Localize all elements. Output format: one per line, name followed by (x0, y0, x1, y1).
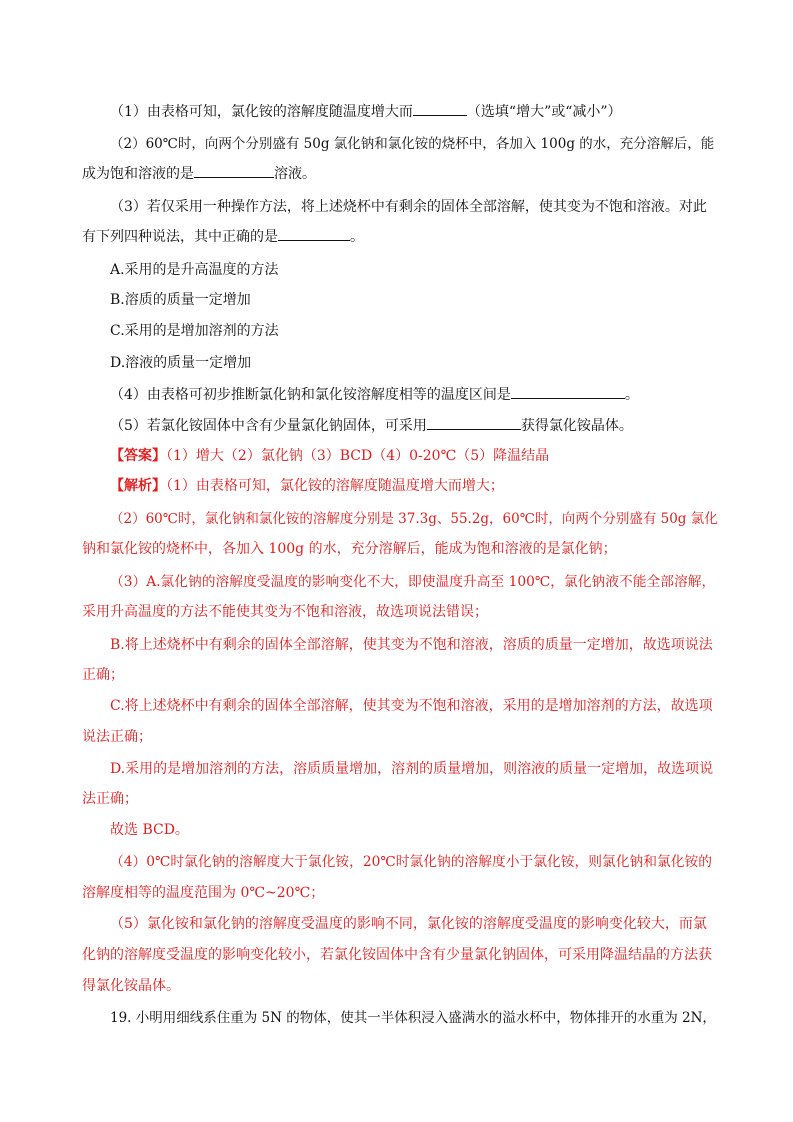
q18-part5 (110, 417, 722, 435)
analysis-line-5: 采用升高温度的方法不能使其变为不饱和溶液，故选项说法错误； (82, 604, 488, 620)
analysis-line-12: 故选 BCD。 (110, 822, 189, 838)
q18-part1-hint: （选填“增大”或“减小”） (466, 104, 622, 120)
q18-part5-tail: 获得氯化铵晶体。 (520, 418, 633, 434)
option-d: D.溶液的质量一定增加 (110, 355, 252, 371)
q18-part1 (110, 103, 722, 121)
answer-blank (413, 103, 467, 116)
analysis-text: （1）由表格可知，氯化铵的溶解度随温度增大而增大； (166, 478, 504, 494)
q18-part5-text: （5）若氯化铵固体中含有少量氯化钠固体，可采用 (110, 418, 427, 434)
q18-part4-text: （4）由表格可初步推断氯化钠和氯化铵溶解度相等的温度区间是 (110, 387, 511, 403)
q18-part3-tail: 。 (350, 229, 364, 245)
analysis-line-1 (110, 477, 722, 495)
analysis-line-10: D.采用的是增加溶剂的方法，溶质质量增加，溶剂的质量增加，则溶液的质量一定增加，故选项说 (110, 761, 714, 777)
analysis-line-14: 溶解度相等的温度范围为 0℃~20℃； (82, 885, 325, 901)
q18-part2-line2 (82, 165, 722, 183)
analysis-line-4: （3）A.氯化钠的溶解度受温度的影响变化不大，即使温度升高至 100℃，氯化钠液不能全部溶解， (110, 574, 716, 590)
analysis-line-13: （4）0℃时氯化钠的溶解度大于氯化铵，20℃时氯化钠的溶解度小于氯化铵，则氯化钠和氯化铵的 (110, 854, 713, 870)
q18-part2-line1: （2）60℃时，向两个分别盛有 50g 氯化钠和氯化铵的烧杯中，各加入 100g 的水，充分溶解后，能 (110, 136, 715, 152)
q18-part1-text: （1）由表格可知，氯化铵的溶解度随温度增大而 (110, 104, 413, 120)
analysis-line-8: C.将上述烧杯中有剩余的固体全部溶解，使其变为不饱和溶液，采用的是增加溶剂的方法，故选项 (110, 698, 713, 714)
analysis-line-9: 说法正确； (82, 729, 152, 745)
answer-tag: 【答案】 (110, 448, 166, 464)
answer-text: （1）增大（2）氯化钠（3）BCD（4）0-20℃（5）降温结晶 (166, 448, 550, 464)
analysis-line-16: 化钠的溶解度受温度的影响变化较小，若氯化铵固体中含有少量氯化钠固体，可采用降温结晶的方法获 (82, 947, 712, 963)
q18-part3-text: 有下列四种说法，其中正确的是 (82, 229, 278, 245)
q18-part3-line1: （3）若仅采用一种操作方法，将上述烧杯中有剩余的固体全部溶解，使其变为不饱和溶液。对此 (110, 199, 707, 215)
analysis-line-15: （5）氯化铵和氯化钠的溶解度受温度的影响不同，氯化铵的溶解度受温度的影响变化较大，而氯 (110, 916, 707, 932)
analysis-line-6: B.将上述烧杯中有剩余的固体全部溶解，使其变为不饱和溶液，溶质的质量一定增加，故选项说法 (110, 637, 713, 653)
q18-part2-text: 成为饱和溶液的是 (82, 166, 194, 182)
answer-blank (427, 417, 521, 430)
analysis-line-11: 法正确； (82, 791, 138, 807)
analysis-line-2: （2）60℃时，氯化钠和氯化铵的溶解度分别是 37.3g、55.2g，60℃时，向两个分别盛有 50g 氯化 (110, 511, 718, 527)
q18-part4-tail: 。 (624, 387, 639, 403)
q18-part3-line2 (82, 228, 722, 246)
answer-blank (511, 386, 625, 399)
answer-line (110, 447, 722, 465)
q18-part4 (110, 386, 722, 404)
question-19: 19. 小明用细线系住重为 5N 的物体，使其一半体积浸入盛满水的溢水杯中，物体排开的水重为 2N， (110, 1010, 716, 1026)
answer-blank (278, 228, 350, 241)
option-c: C.采用的是增加溶剂的方法 (110, 323, 279, 339)
analysis-line-17: 得氯化铵晶体。 (82, 978, 180, 994)
answer-blank (194, 165, 274, 178)
q18-part2-tail: 溶液。 (274, 166, 316, 182)
option-a: A.采用的是升高温度的方法 (110, 262, 279, 278)
analysis-line-3: 钠和氯化铵的烧杯中，各加入 100g 的水，充分溶解后，能成为饱和溶液的是氯化钠； (82, 541, 617, 557)
analysis-tag: 【解析】 (110, 478, 166, 494)
analysis-line-7: 正确； (82, 667, 124, 683)
option-b: B.溶质的质量一定增加 (110, 292, 251, 308)
